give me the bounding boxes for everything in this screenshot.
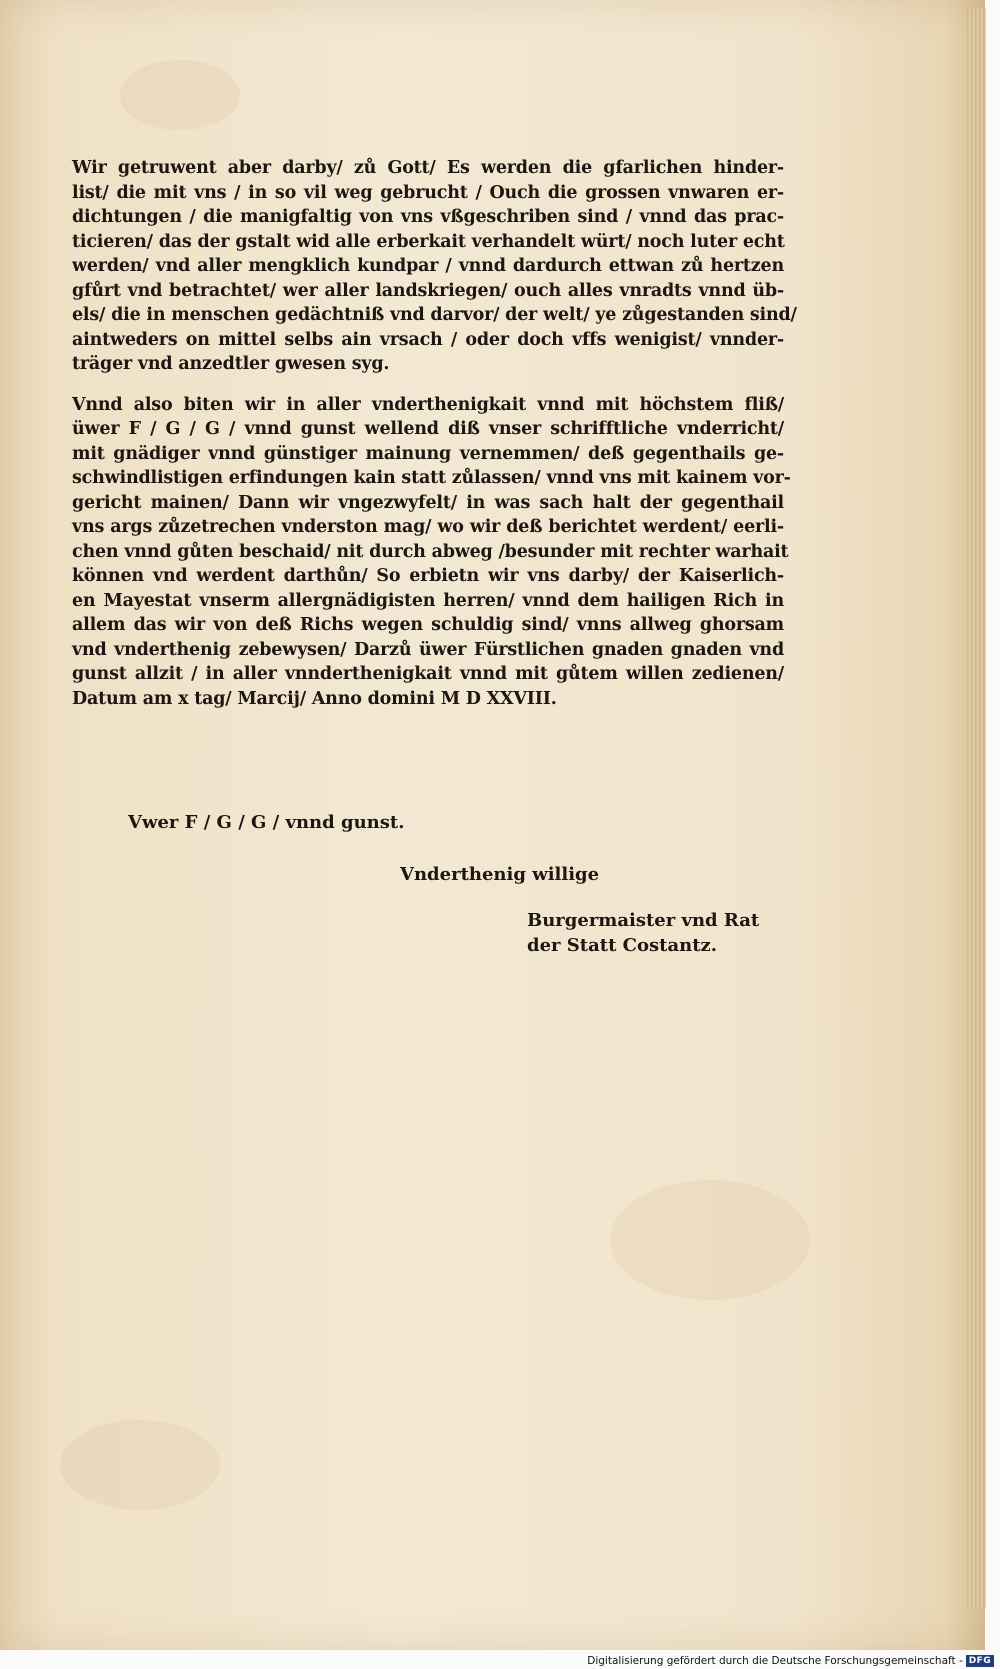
text-line: vns args zůzetrechen vnderston mag/ wo wir deß berichtet werdent/ eerli‑ bbox=[72, 517, 784, 537]
dfg-logo-icon: DFG bbox=[966, 1655, 994, 1667]
digitization-credit bbox=[587, 1654, 994, 1668]
text-line: werden/ vnd aller mengklich kundpar / vnnd dardurch ettwan zů hertzen bbox=[72, 256, 784, 276]
text-line: ticieren/ das der gstalt wid alle erberkait verhandelt würt/ noch luter echt bbox=[72, 231, 785, 252]
paper-stain bbox=[610, 1180, 810, 1300]
paper-stain bbox=[120, 60, 240, 130]
text-line: üwer F / G / G / vnnd gunst wellend diß vnser schrifftliche vnderricht/ bbox=[72, 419, 784, 439]
text-line: els/ die in menschen gedächtniß vnd darvor/ der welt/ ye zůgestanden sind/ bbox=[72, 305, 797, 325]
text-line: allem das wir von deß Richs wegen schuldig sind/ vnns allweg ghorsam bbox=[72, 615, 784, 635]
signature-line: Vnderthenig willige bbox=[400, 864, 600, 885]
credit-text: Digitalisierung gefördert durch die Deutsche Forschungsgemeinschaft - bbox=[587, 1655, 963, 1667]
paragraph-1 bbox=[72, 156, 797, 377]
body-text bbox=[72, 156, 797, 711]
text-line: vnd vnderthenig zebewysen/ Darzů üwer Fürstlichen gnaden gnaden vnd bbox=[72, 639, 784, 660]
closing-salutation: Vwer F / G / G / vnnd gunst. bbox=[128, 812, 405, 833]
text-line: schwindlistigen erfindungen kain statt zůlassen/ vnnd vns mit kainem vor‑ bbox=[72, 468, 791, 488]
text-line: Wir getruwent aber darby/ zů Gott/ Es werden die gfarlichen hinder‑ bbox=[72, 158, 784, 178]
text-line: gunst allzit / in aller vnnderthenigkait vnnd mit gůtem willen zedienen/ bbox=[72, 664, 784, 684]
signatories bbox=[527, 908, 759, 958]
text-line: dichtungen / die manigfaltig von vns vßgeschriben sind / vnnd das prac‑ bbox=[72, 207, 784, 227]
text-line: aintweders on mittel selbs ain vrsach / oder doch vffs wenigist/ vnnder‑ bbox=[72, 329, 784, 350]
page-edges bbox=[966, 8, 986, 1608]
text-line: chen vnnd gůten beschaid/ nit durch abweg /besunder mit rechter warhait bbox=[72, 541, 789, 562]
paper-stain bbox=[60, 1420, 220, 1510]
signatory-line: Burgermaister vnd Rat bbox=[527, 910, 760, 931]
text-line: Datum am x tag/ Marcij/ Anno domini M D XXVIII. bbox=[72, 688, 557, 709]
text-line: list/ die mit vns / in so vil weg gebrucht / Ouch die grossen vnwaren er‑ bbox=[72, 182, 784, 203]
text-line: gfůrt vnd betrachtet/ wer aller landskriegen/ ouch alles vnradts vnnd üb‑ bbox=[72, 280, 784, 301]
text-line: en Mayestat vnserm allergnädigisten herren/ vnnd dem hailigen Rich in bbox=[72, 590, 784, 611]
text-line: träger vnd anzedtler gwesen syg. bbox=[72, 354, 390, 374]
text-line: Vnnd also biten wir in aller vnderthenigkait vnnd mit höchstem fliß/ bbox=[72, 394, 784, 415]
text-line: mit gnädiger vnnd günstiger mainung vernemmen/ deß gegenthails ge‑ bbox=[72, 443, 784, 464]
text-line: gericht mainen/ Dann wir vngezwyfelt/ in was sach halt der gegenthail bbox=[72, 492, 784, 513]
text-line: können vnd werdent darthůn/ So erbietn wir vns darby/ der Kaiserlich‑ bbox=[72, 566, 784, 586]
signatory-line: der Statt Costantz. bbox=[527, 935, 717, 956]
paragraph-2 bbox=[72, 393, 791, 712]
